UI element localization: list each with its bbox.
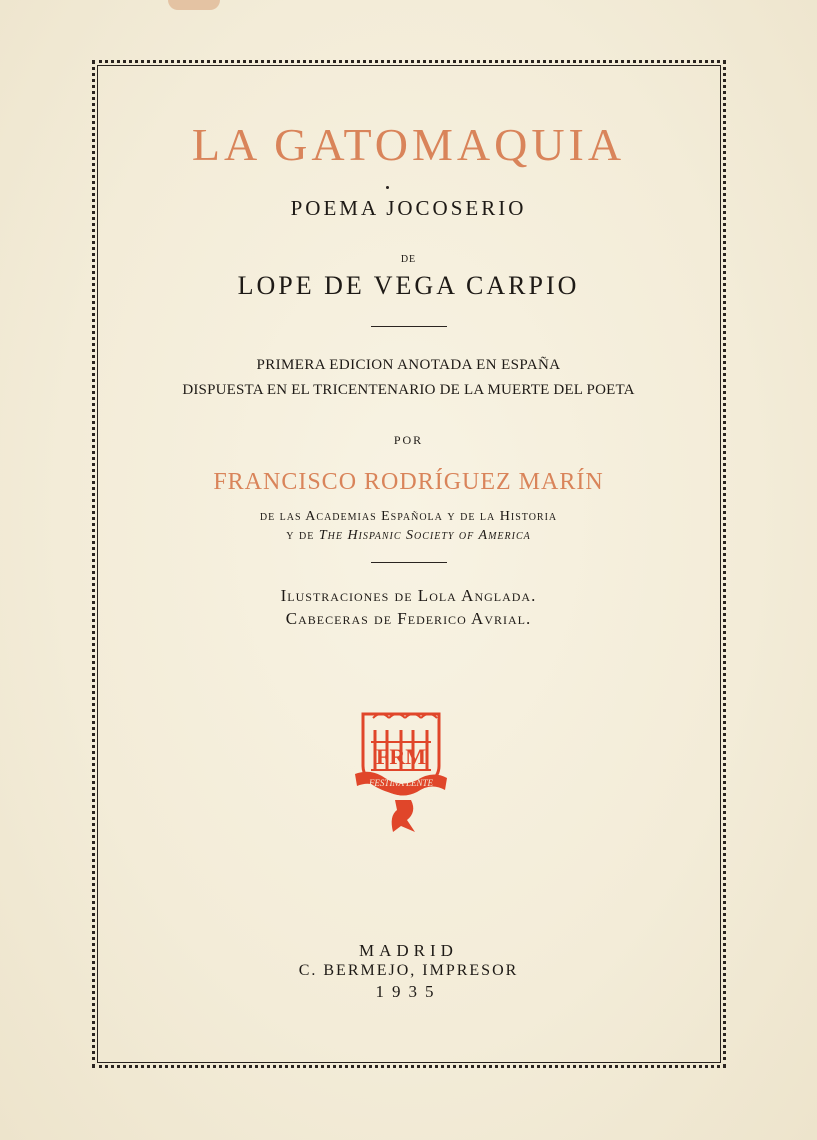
printer-mark-motto: FESTINA LENTE	[368, 778, 434, 788]
editor-name: FRANCISCO RODRÍGUEZ MARÍN	[213, 469, 604, 495]
imprint-printer: C. BERMEJO, IMPRESOR	[298, 962, 519, 979]
divider-rule	[371, 326, 447, 327]
affiliation-line-2	[0, 528, 817, 544]
affiliation-line-1: de las Academias Española y de la Historia	[259, 509, 558, 524]
book-title: LA GATOMAQUIA	[191, 119, 626, 170]
divider-rule-2	[371, 562, 447, 563]
by-word-por: POR	[393, 433, 424, 447]
edition-note-line-1: PRIMERA EDICION ANOTADA EN ESPAÑA	[256, 357, 561, 373]
printer-mark-monogram: FRM	[375, 744, 427, 769]
imprint-city: MADRID	[359, 941, 458, 960]
paper-stain	[168, 0, 220, 10]
printer-mark-logo	[351, 708, 451, 836]
illustrations-credit: Ilustraciones de Lola Anglada.	[280, 586, 537, 605]
society-name: The Hispanic Society of America	[318, 528, 531, 543]
imprint-year: 1935	[375, 982, 442, 1001]
author-name: LOPE DE VEGA CARPIO	[237, 271, 580, 300]
edition-note-line-2: DISPUESTA EN EL TRICENTENARIO DE LA MUERTE DEL POETA	[182, 382, 635, 398]
book-subtitle: POEMA JOCOSERIO	[290, 196, 527, 220]
by-word: DE	[400, 254, 417, 265]
affiliation-prefix: y de	[286, 528, 315, 543]
headers-credit: Cabeceras de Federico Avrial.	[285, 609, 532, 628]
ornament-dot	[386, 186, 389, 189]
